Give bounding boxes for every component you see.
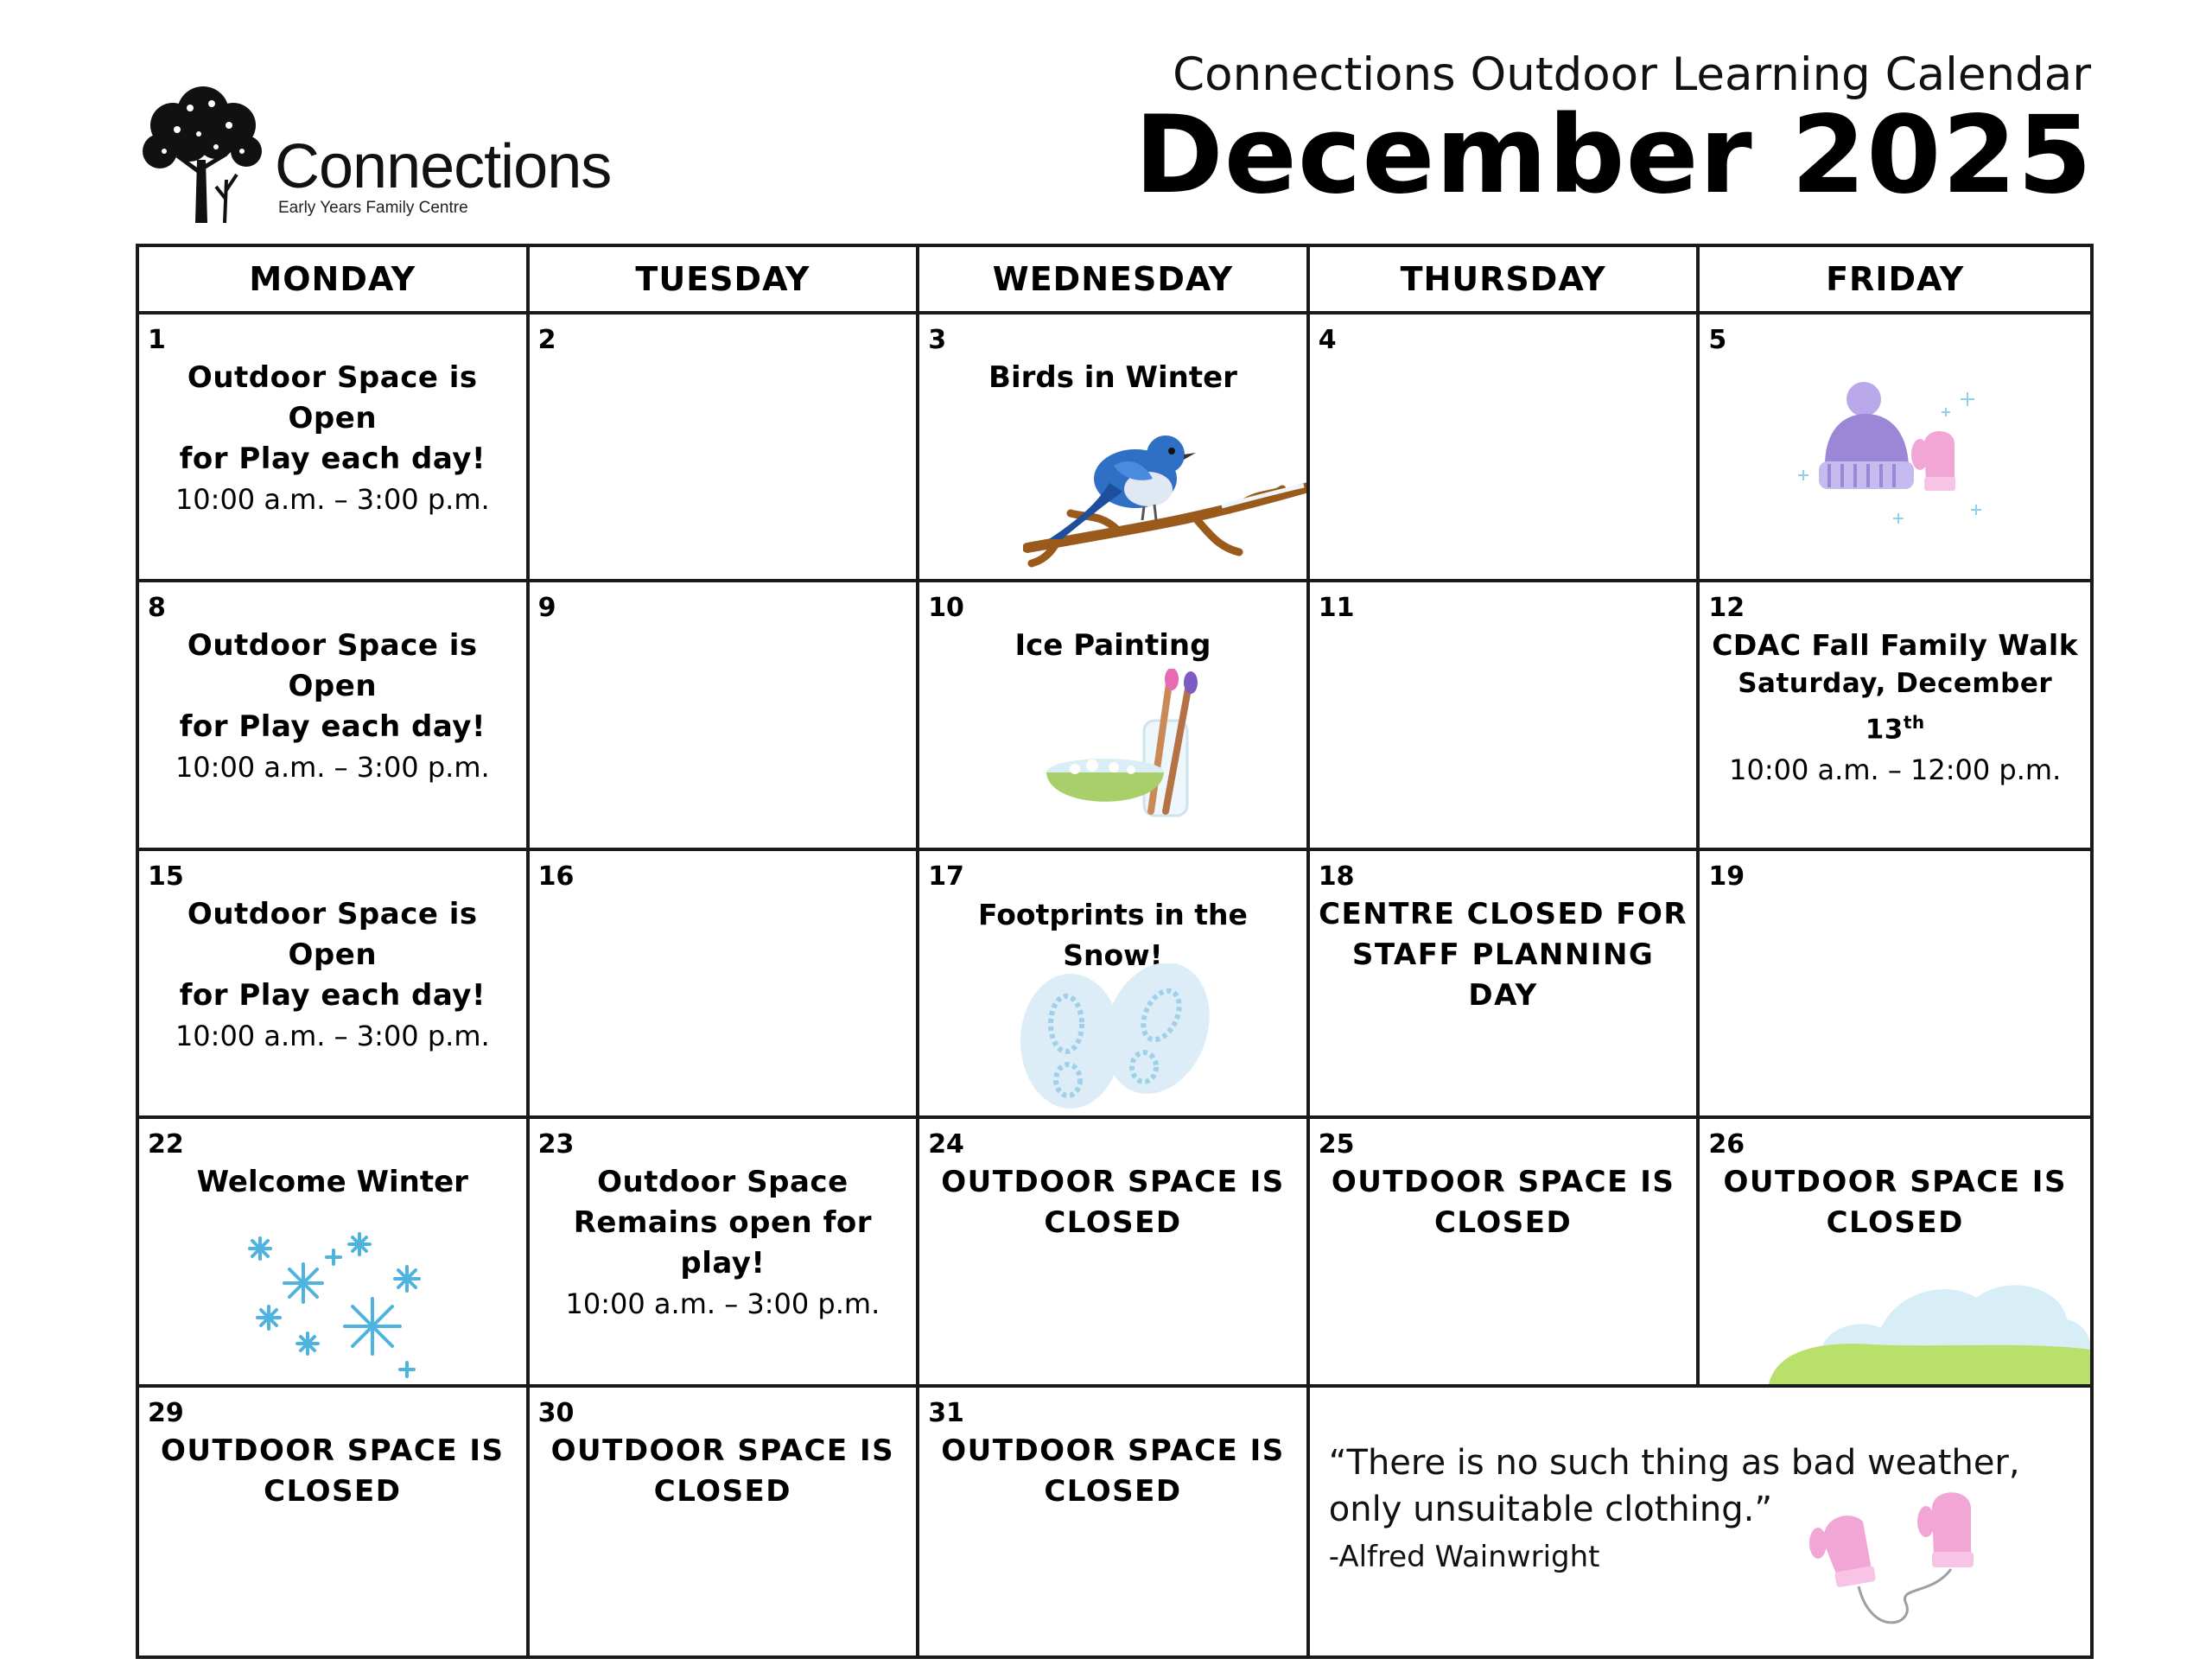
event-line: CLOSED <box>264 1473 402 1509</box>
day-cell-16 <box>530 851 920 1119</box>
logo <box>130 78 613 225</box>
event-line: OUTDOOR SPACE IS <box>550 1433 895 1468</box>
day-number: 31 <box>928 1397 964 1428</box>
footprints-icon <box>1014 963 1213 1110</box>
event-line: OUTDOOR SPACE IS <box>941 1433 1285 1468</box>
event-line: CLOSED <box>1826 1205 1964 1241</box>
event-time: 10:00 a.m. – 3:00 p.m. <box>175 751 490 785</box>
event-line: OUTDOOR SPACE IS <box>1723 1165 2067 1200</box>
day-number: 11 <box>1318 593 1355 624</box>
day-number: 23 <box>537 1129 575 1160</box>
event-line: Outdoor Space is Open <box>187 360 478 435</box>
event-line: CLOSED <box>1044 1205 1182 1241</box>
day-number: 3 <box>928 325 947 355</box>
day-cell-10 <box>919 582 1310 850</box>
event-line: CDAC Fall Family Walk <box>1712 628 2079 663</box>
day-cell-5 <box>1700 315 2090 582</box>
snowflakes-icon <box>243 1223 424 1378</box>
event-title: Footprints in the Snow! <box>978 897 1248 972</box>
day-cell-1 <box>139 315 530 582</box>
day-number: 19 <box>1708 861 1745 892</box>
quote-cell <box>1310 1388 2090 1655</box>
day-cell-26 <box>1700 1119 2090 1387</box>
day-cell-30 <box>530 1388 920 1655</box>
day-cell-19 <box>1700 851 2090 1119</box>
event-date: Saturday, December 13 <box>1738 668 2053 746</box>
event-line: OUTDOOR SPACE IS <box>161 1433 505 1468</box>
day-number: 18 <box>1318 861 1355 892</box>
weekday-friday: FRIDAY <box>1700 247 2090 315</box>
day-number: 24 <box>928 1129 964 1160</box>
day-cell-18 <box>1310 851 1700 1119</box>
quote-author: -Alfred Wainwright <box>1328 1539 1600 1574</box>
weekday-wednesday: WEDNESDAY <box>919 247 1310 315</box>
ice-painting-icon <box>1040 669 1213 833</box>
day-number: 29 <box>148 1397 184 1428</box>
event-date-line <box>1705 664 2085 749</box>
day-number: 22 <box>148 1129 184 1160</box>
event-line: CLOSED <box>1433 1205 1573 1241</box>
day-cell-12 <box>1700 582 2090 850</box>
day-number: 9 <box>537 593 556 624</box>
day-cell-15 <box>139 851 530 1119</box>
event-time: 10:00 a.m. – 3:00 p.m. <box>175 1019 490 1052</box>
day-number: 2 <box>537 325 556 355</box>
event-title: Welcome Winter <box>196 1165 468 1200</box>
event-line: CENTRE CLOSED FOR <box>1319 896 1688 931</box>
day-cell-9 <box>530 582 920 850</box>
day-cell-4 <box>1310 315 1700 582</box>
mittens-icon <box>1802 1474 2001 1638</box>
day-cell-11 <box>1310 582 1700 850</box>
event-line: Outdoor Space <box>597 1165 849 1200</box>
day-number: 15 <box>148 861 184 892</box>
day-cell-22 <box>139 1119 530 1387</box>
event-line: Outdoor Space is Open <box>187 628 478 704</box>
calendar-grid <box>136 244 2094 1659</box>
day-cell-3 <box>919 315 1310 582</box>
snowy-hill-icon <box>1769 1255 2090 1384</box>
event-title: Birds in Winter <box>988 360 1237 395</box>
calendar-title: December 2025 <box>1134 93 2093 218</box>
day-cell-31 <box>919 1388 1310 1655</box>
quote-line: “There is no such thing as bad weather, <box>1328 1442 2020 1483</box>
logo-subtitle: Early Years Family Centre <box>278 199 468 217</box>
weekday-thursday: THURSDAY <box>1310 247 1700 315</box>
day-number: 1 <box>148 325 166 355</box>
bird-on-branch-icon <box>1023 410 1308 574</box>
day-number: 26 <box>1708 1129 1745 1160</box>
event-time: 10:00 a.m. – 3:00 p.m. <box>565 1287 880 1321</box>
weekday-tuesday: TUESDAY <box>530 247 920 315</box>
day-number: 25 <box>1318 1129 1355 1160</box>
quote-line: only unsuitable clothing.” <box>1328 1489 1773 1529</box>
day-number: 30 <box>537 1397 575 1428</box>
day-cell-23 <box>530 1119 920 1387</box>
event-line: Outdoor Space is Open <box>187 896 478 972</box>
day-number: 5 <box>1708 325 1727 355</box>
event-line: STAFF PLANNING DAY <box>1351 937 1655 1013</box>
day-number: 17 <box>928 861 964 892</box>
day-cell-29 <box>139 1388 530 1655</box>
event-line: for Play each day! <box>179 977 486 1013</box>
day-number: 12 <box>1708 593 1745 624</box>
day-cell-25 <box>1310 1119 1700 1387</box>
event-line: Remains open for play! <box>573 1205 873 1281</box>
event-line: OUTDOOR SPACE IS <box>941 1165 1285 1200</box>
event-title: Ice Painting <box>1014 628 1211 664</box>
day-cell-17 <box>919 851 1310 1119</box>
event-line: for Play each day! <box>179 709 486 745</box>
day-cell-24 <box>919 1119 1310 1387</box>
event-line: CLOSED <box>653 1473 792 1509</box>
logo-name: Connections <box>275 132 612 201</box>
day-number: 16 <box>537 861 575 892</box>
day-number: 10 <box>928 593 964 624</box>
weekday-monday: MONDAY <box>139 247 530 315</box>
tree-icon <box>130 78 276 225</box>
day-cell-8 <box>139 582 530 850</box>
event-line: CLOSED <box>1044 1473 1182 1509</box>
day-number: 4 <box>1318 325 1337 355</box>
day-number: 8 <box>148 593 166 624</box>
event-line: for Play each day! <box>179 442 486 476</box>
day-cell-2 <box>530 315 920 582</box>
event-time: 10:00 a.m. – 12:00 p.m. <box>1729 753 2062 786</box>
ordinal-suffix: th <box>1903 712 1925 734</box>
calendar-subtitle: Connections Outdoor Learning Calendar <box>1173 48 2091 101</box>
event-line: OUTDOOR SPACE IS <box>1331 1165 1675 1200</box>
winter-hat-mitten-icon <box>1795 375 2002 548</box>
event-time: 10:00 a.m. – 3:00 p.m. <box>175 483 490 516</box>
